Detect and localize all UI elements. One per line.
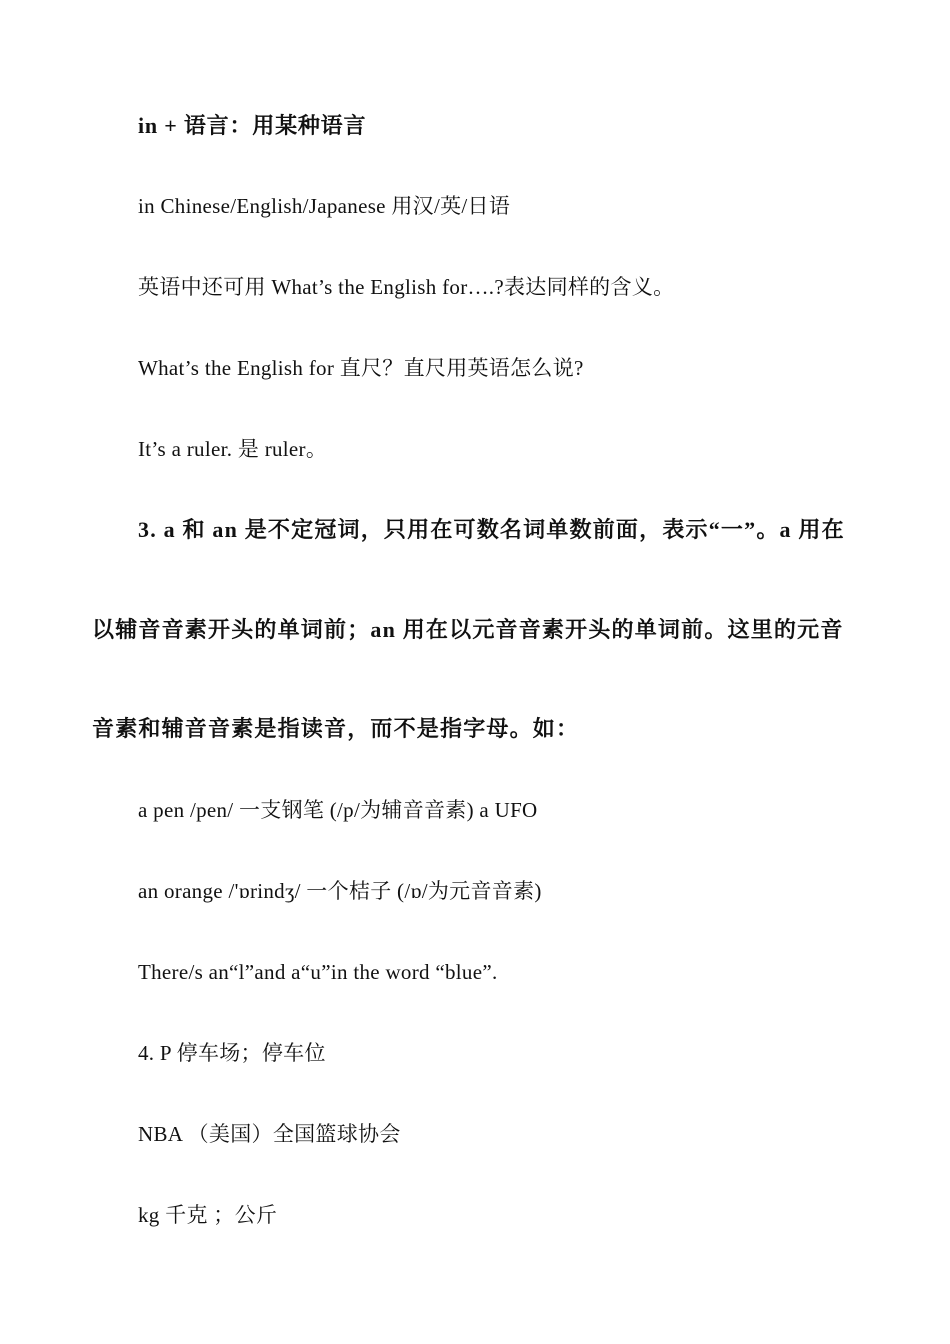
example-answer: It’s a ruler. 是 ruler。 <box>138 437 328 461</box>
example-in-languages: in Chinese/English/Japanese 用汉/英/日语 <box>138 194 511 218</box>
example-a-pen: a pen /pen/ 一支钢笔 (/p/为辅音音素) a UFO <box>138 798 538 822</box>
abbr-kg: kg 千克 ；公斤 <box>138 1203 278 1227</box>
section-4-parking: 4. P 停车场；停车位 <box>138 1041 326 1065</box>
example-question: What’s the English for 直尺？直尺用英语怎么说? <box>138 356 584 380</box>
example-blue: There/s an“l”and a“u”in the word “blue”. <box>138 960 498 984</box>
section-3-line-2: 以辅音音素开头的单词前；an 用在以元音音素开头的单词前。这里的元音 <box>92 617 844 642</box>
section-3-line-3: 音素和辅音音素是指读音，而不是指字母。如： <box>92 716 580 741</box>
note-whats-the-english-for: 英语中还可用 What’s the English for….?表达同样的含义。 <box>138 275 675 299</box>
example-an-orange: an orange /'ɒrindʒ/ 一个桔子 (/ɒ/为元音音素) <box>138 879 542 903</box>
section-3-line-1: 3. a 和 an 是不定冠词，只用在可数名词单数前面，表示“一”。a 用在 <box>138 517 845 542</box>
heading-in-language: in + 语言：用某种语言 <box>138 113 367 138</box>
abbr-nba: NBA （美国）全国篮球协会 <box>138 1122 401 1146</box>
